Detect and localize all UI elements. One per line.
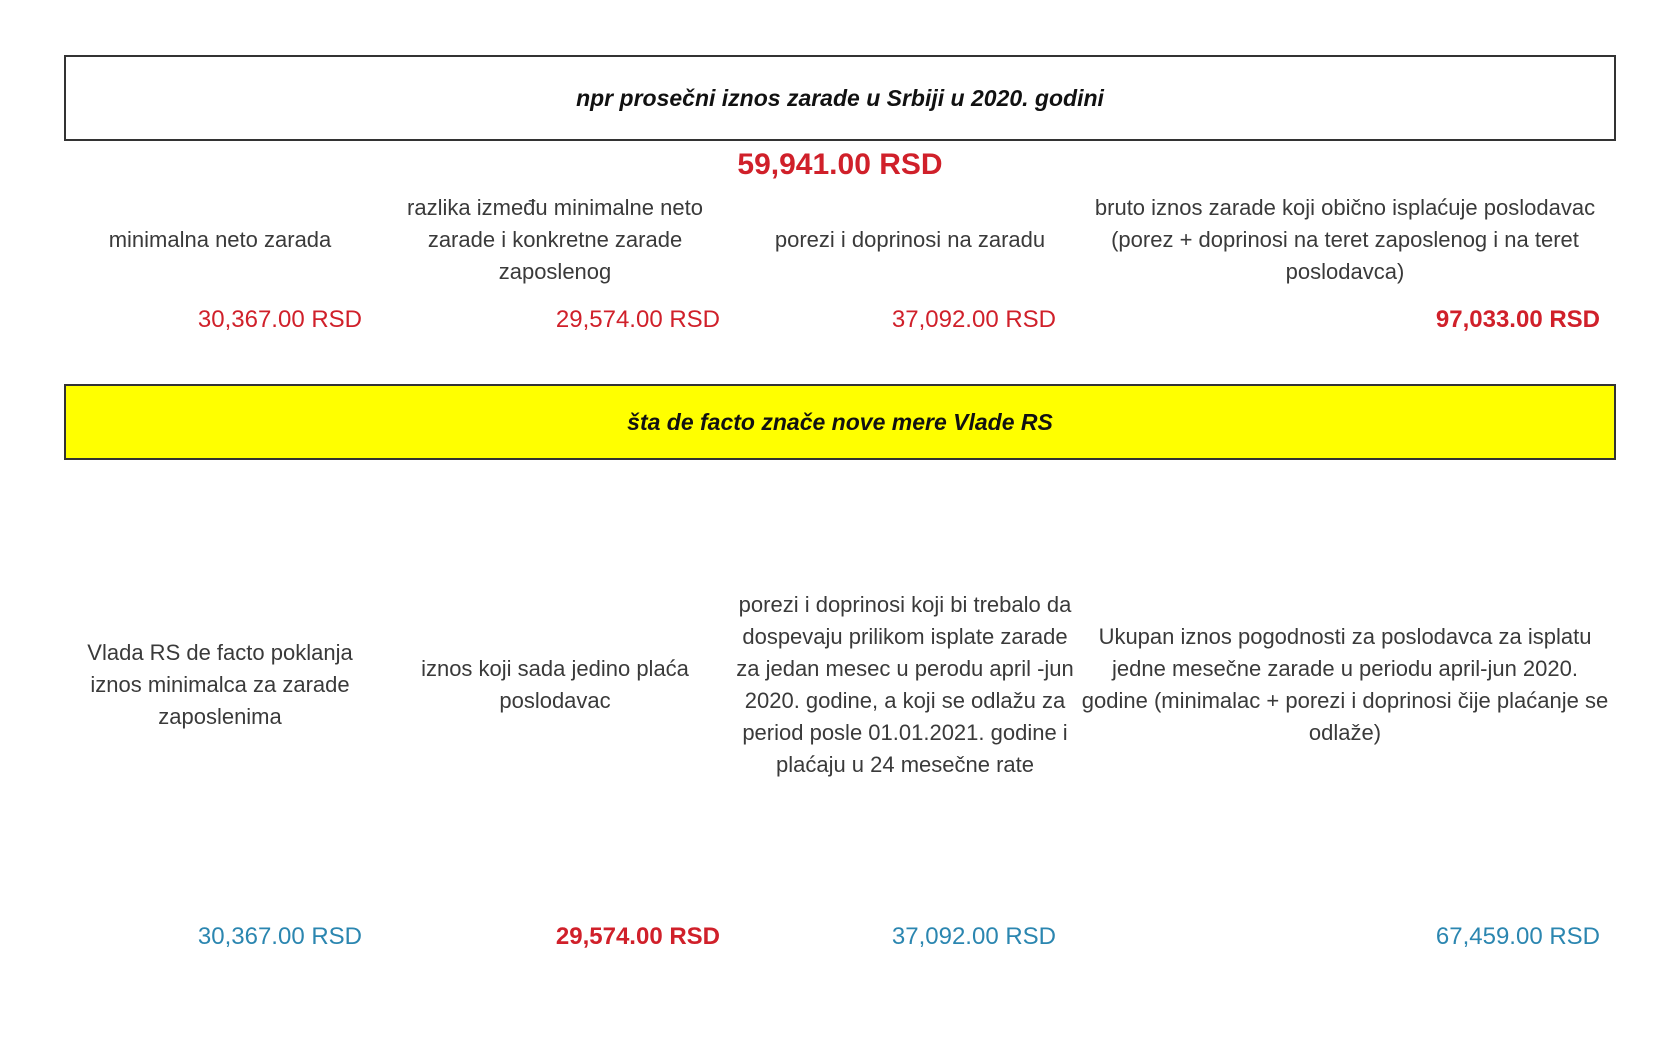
employer-pays-value: 29,574.00 RSD bbox=[555, 923, 720, 950]
government-gift-value: 30,367.00 RSD bbox=[197, 923, 362, 950]
total-benefit-value: 67,459.00 RSD bbox=[1435, 923, 1600, 950]
minimum-net-label: minimalna neto zarada bbox=[108, 227, 332, 252]
difference-label: razlika između minimalne neto zarade i konkretne zarade zaposlenog bbox=[407, 195, 703, 284]
taxes-label: porezi i doprinosi na zaradu bbox=[774, 227, 1046, 252]
title-text: npr prosečni iznos zarade u Srbiji u 2020. godini bbox=[576, 84, 1104, 111]
gross-value: 97,033.00 RSD bbox=[1435, 306, 1600, 333]
measures-banner bbox=[64, 384, 1616, 460]
deferred-taxes-label: porezi i doprinosi koji bi trebalo da dospevaju prilikom isplate zarade za jedan mesec u perodu april -jun 2020. godine, a koji se odlažu za period posle 01.01.2021. godine i plaćaju u 24 mesečne rate bbox=[736, 592, 1074, 777]
deferred-taxes-value: 37,092.00 RSD bbox=[891, 923, 1056, 950]
minimum-net-value: 30,367.00 RSD bbox=[197, 306, 362, 333]
difference-value: 29,574.00 RSD bbox=[555, 306, 720, 333]
gross-label: bruto iznos zarade koji obično isplaćuje poslodavac (porez + doprinosi na teret zaposlenog i na teret poslodavca) bbox=[1094, 195, 1596, 284]
employer-pays-label: iznos koji sada jedino plaća poslodavac bbox=[421, 656, 689, 713]
title-banner bbox=[64, 55, 1616, 141]
average-salary-value: 59,941.00 RSD bbox=[737, 148, 943, 181]
government-gift-label: Vlada RS de facto poklanja iznos minimalca za zarade zaposlenima bbox=[87, 640, 353, 729]
taxes-value: 37,092.00 RSD bbox=[891, 306, 1056, 333]
total-benefit-label: Ukupan iznos pogodnosti za poslodavca za isplatu jedne mesečne zarade u periodu april-jun 2020. godine (minimalac + porezi i doprinosi čije plaćanje se odlaže) bbox=[1081, 624, 1609, 745]
measures-title: šta de facto znače nove mere Vlade RS bbox=[627, 408, 1053, 435]
